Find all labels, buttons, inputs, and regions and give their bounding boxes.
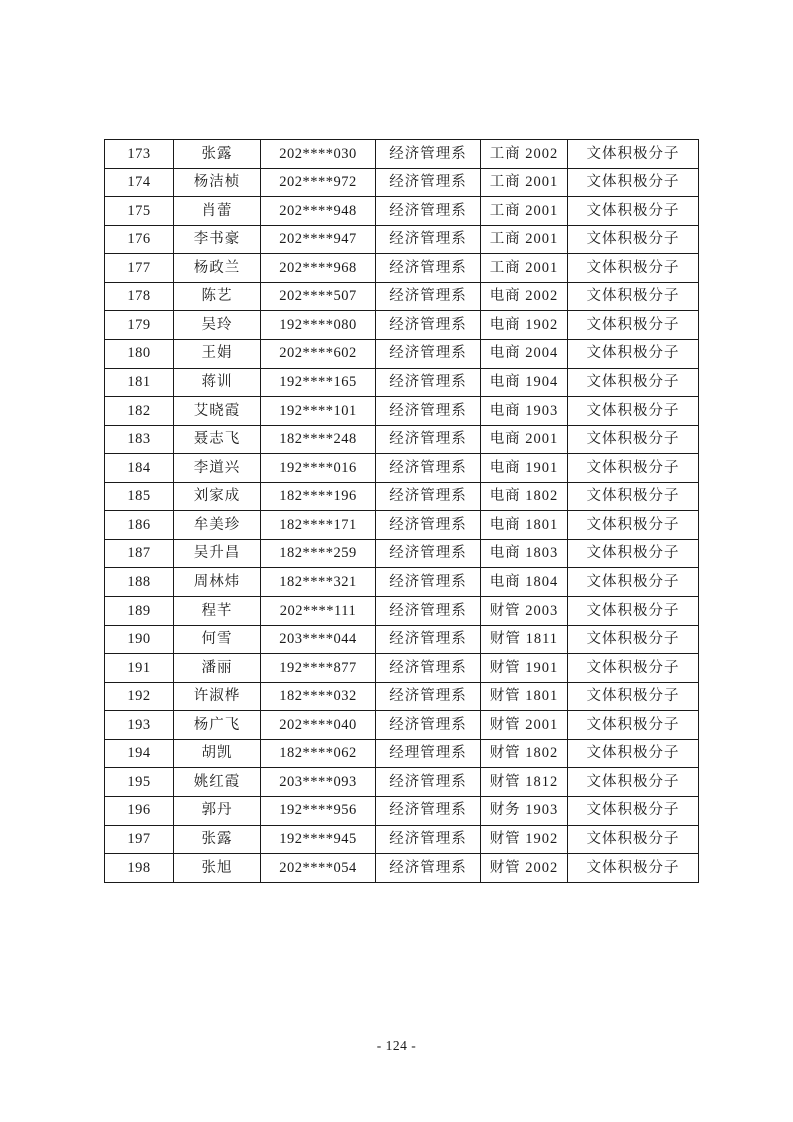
cell-index: 174 [105,168,174,197]
cell-honor: 文体积极分子 [568,482,699,511]
cell-student-id: 202****507 [261,282,376,311]
cell-department: 经济管理系 [376,140,481,169]
cell-student-id: 202****054 [261,854,376,883]
cell-honor: 文体积极分子 [568,682,699,711]
cell-student-id: 202****972 [261,168,376,197]
cell-name: 肖蕾 [174,197,261,226]
table-row [105,140,699,169]
cell-name: 李道兴 [174,454,261,483]
cell-honor: 文体积极分子 [568,625,699,654]
cell-department: 经济管理系 [376,425,481,454]
table-body [105,140,699,883]
cell-index: 184 [105,454,174,483]
cell-index: 190 [105,625,174,654]
cell-class: 工商 2001 [481,254,568,283]
cell-department: 经济管理系 [376,854,481,883]
cell-class: 电商 1902 [481,311,568,340]
table-row [105,225,699,254]
table-row [105,597,699,626]
cell-index: 188 [105,568,174,597]
cell-honor: 文体积极分子 [568,197,699,226]
table-row [105,482,699,511]
cell-index: 186 [105,511,174,540]
cell-class: 电商 1804 [481,568,568,597]
cell-honor: 文体积极分子 [568,368,699,397]
cell-class: 财管 1802 [481,739,568,768]
cell-name: 王娟 [174,339,261,368]
cell-honor: 文体积极分子 [568,225,699,254]
cell-class: 电商 1901 [481,454,568,483]
cell-class: 财管 2002 [481,854,568,883]
table-row [105,168,699,197]
table-row [105,739,699,768]
cell-class: 电商 2004 [481,339,568,368]
cell-index: 195 [105,768,174,797]
cell-name: 程芊 [174,597,261,626]
cell-index: 187 [105,539,174,568]
cell-student-id: 203****044 [261,625,376,654]
cell-name: 艾晓霞 [174,397,261,426]
cell-student-id: 182****032 [261,682,376,711]
cell-class: 工商 2001 [481,168,568,197]
cell-student-id: 192****877 [261,654,376,683]
table-row [105,625,699,654]
cell-index: 177 [105,254,174,283]
cell-honor: 文体积极分子 [568,140,699,169]
cell-index: 175 [105,197,174,226]
cell-class: 财管 1801 [481,682,568,711]
cell-honor: 文体积极分子 [568,825,699,854]
cell-name: 何雪 [174,625,261,654]
cell-department: 经济管理系 [376,339,481,368]
cell-department: 经理管理系 [376,739,481,768]
cell-index: 185 [105,482,174,511]
cell-department: 经济管理系 [376,482,481,511]
cell-student-id: 192****956 [261,796,376,825]
table-row [105,539,699,568]
cell-class: 财管 1812 [481,768,568,797]
cell-name: 张旭 [174,854,261,883]
cell-index: 179 [105,311,174,340]
cell-student-id: 202****602 [261,339,376,368]
cell-index: 192 [105,682,174,711]
table-row [105,368,699,397]
cell-index: 193 [105,711,174,740]
cell-honor: 文体积极分子 [568,282,699,311]
table-row [105,425,699,454]
cell-student-id: 192****945 [261,825,376,854]
cell-department: 经济管理系 [376,311,481,340]
cell-name: 胡凯 [174,739,261,768]
cell-honor: 文体积极分子 [568,654,699,683]
cell-student-id: 192****016 [261,454,376,483]
cell-index: 182 [105,397,174,426]
cell-honor: 文体积极分子 [568,711,699,740]
cell-name: 杨广飞 [174,711,261,740]
cell-honor: 文体积极分子 [568,339,699,368]
cell-class: 财管 1811 [481,625,568,654]
cell-name: 张露 [174,140,261,169]
cell-index: 191 [105,654,174,683]
table-row [105,654,699,683]
cell-department: 经济管理系 [376,254,481,283]
cell-department: 经济管理系 [376,768,481,797]
cell-student-id: 192****101 [261,397,376,426]
cell-honor: 文体积极分子 [568,597,699,626]
cell-class: 财务 1903 [481,796,568,825]
cell-student-id: 202****040 [261,711,376,740]
cell-student-id: 182****196 [261,482,376,511]
cell-student-id: 192****080 [261,311,376,340]
cell-department: 经济管理系 [376,539,481,568]
cell-student-id: 182****062 [261,739,376,768]
cell-name: 李书豪 [174,225,261,254]
cell-class: 工商 2001 [481,225,568,254]
cell-class: 工商 2001 [481,197,568,226]
cell-department: 经济管理系 [376,568,481,597]
cell-class: 电商 1801 [481,511,568,540]
cell-index: 178 [105,282,174,311]
page-number: - 124 - [376,1038,417,1053]
table-row [105,282,699,311]
cell-index: 197 [105,825,174,854]
cell-department: 经济管理系 [376,796,481,825]
cell-name: 杨政兰 [174,254,261,283]
cell-department: 经济管理系 [376,197,481,226]
cell-student-id: 202****948 [261,197,376,226]
cell-honor: 文体积极分子 [568,311,699,340]
table-row [105,197,699,226]
table-row [105,397,699,426]
table-row [105,854,699,883]
cell-class: 工商 2002 [481,140,568,169]
table-row [105,825,699,854]
cell-honor: 文体积极分子 [568,739,699,768]
cell-student-id: 202****968 [261,254,376,283]
cell-name: 聂志飞 [174,425,261,454]
cell-name: 姚红霞 [174,768,261,797]
cell-name: 蒋训 [174,368,261,397]
cell-department: 经济管理系 [376,282,481,311]
cell-class: 财管 1902 [481,825,568,854]
cell-index: 176 [105,225,174,254]
cell-index: 180 [105,339,174,368]
cell-index: 181 [105,368,174,397]
cell-name: 潘丽 [174,654,261,683]
cell-department: 经济管理系 [376,454,481,483]
cell-student-id: 203****093 [261,768,376,797]
cell-student-id: 182****259 [261,539,376,568]
cell-class: 财管 1901 [481,654,568,683]
table-row [105,711,699,740]
cell-department: 经济管理系 [376,397,481,426]
cell-student-id: 182****171 [261,511,376,540]
cell-student-id: 202****947 [261,225,376,254]
cell-name: 吴玲 [174,311,261,340]
cell-honor: 文体积极分子 [568,854,699,883]
cell-department: 经济管理系 [376,368,481,397]
cell-index: 196 [105,796,174,825]
cell-honor: 文体积极分子 [568,768,699,797]
cell-honor: 文体积极分子 [568,397,699,426]
cell-student-id: 202****111 [261,597,376,626]
cell-class: 电商 1802 [481,482,568,511]
table-row [105,511,699,540]
cell-name: 杨洁桢 [174,168,261,197]
cell-honor: 文体积极分子 [568,568,699,597]
cell-name: 刘家成 [174,482,261,511]
cell-index: 189 [105,597,174,626]
cell-student-id: 202****030 [261,140,376,169]
cell-index: 198 [105,854,174,883]
records-table [104,139,699,883]
cell-department: 经济管理系 [376,168,481,197]
cell-honor: 文体积极分子 [568,425,699,454]
cell-department: 经济管理系 [376,654,481,683]
cell-index: 183 [105,425,174,454]
table-row [105,768,699,797]
cell-department: 经济管理系 [376,682,481,711]
cell-name: 吴升昌 [174,539,261,568]
cell-index: 194 [105,739,174,768]
cell-department: 经济管理系 [376,825,481,854]
cell-index: 173 [105,140,174,169]
cell-honor: 文体积极分子 [568,254,699,283]
cell-class: 电商 1903 [481,397,568,426]
cell-class: 电商 1803 [481,539,568,568]
table-row [105,339,699,368]
cell-honor: 文体积极分子 [568,539,699,568]
table-row [105,454,699,483]
table-row [105,254,699,283]
table-row [105,311,699,340]
cell-student-id: 182****321 [261,568,376,597]
cell-class: 电商 2002 [481,282,568,311]
cell-department: 经济管理系 [376,597,481,626]
cell-name: 张露 [174,825,261,854]
cell-department: 经济管理系 [376,225,481,254]
cell-name: 郭丹 [174,796,261,825]
cell-class: 财管 2001 [481,711,568,740]
cell-honor: 文体积极分子 [568,511,699,540]
cell-honor: 文体积极分子 [568,796,699,825]
cell-department: 经济管理系 [376,625,481,654]
table-row [105,796,699,825]
cell-honor: 文体积极分子 [568,454,699,483]
cell-name: 牟美珍 [174,511,261,540]
cell-honor: 文体积极分子 [568,168,699,197]
cell-class: 电商 1904 [481,368,568,397]
cell-name: 周林炜 [174,568,261,597]
table-row [105,682,699,711]
cell-department: 经济管理系 [376,711,481,740]
cell-class: 财管 2003 [481,597,568,626]
cell-student-id: 192****165 [261,368,376,397]
cell-name: 陈艺 [174,282,261,311]
table-row [105,568,699,597]
cell-department: 经济管理系 [376,511,481,540]
cell-name: 许淑桦 [174,682,261,711]
cell-student-id: 182****248 [261,425,376,454]
cell-class: 电商 2001 [481,425,568,454]
